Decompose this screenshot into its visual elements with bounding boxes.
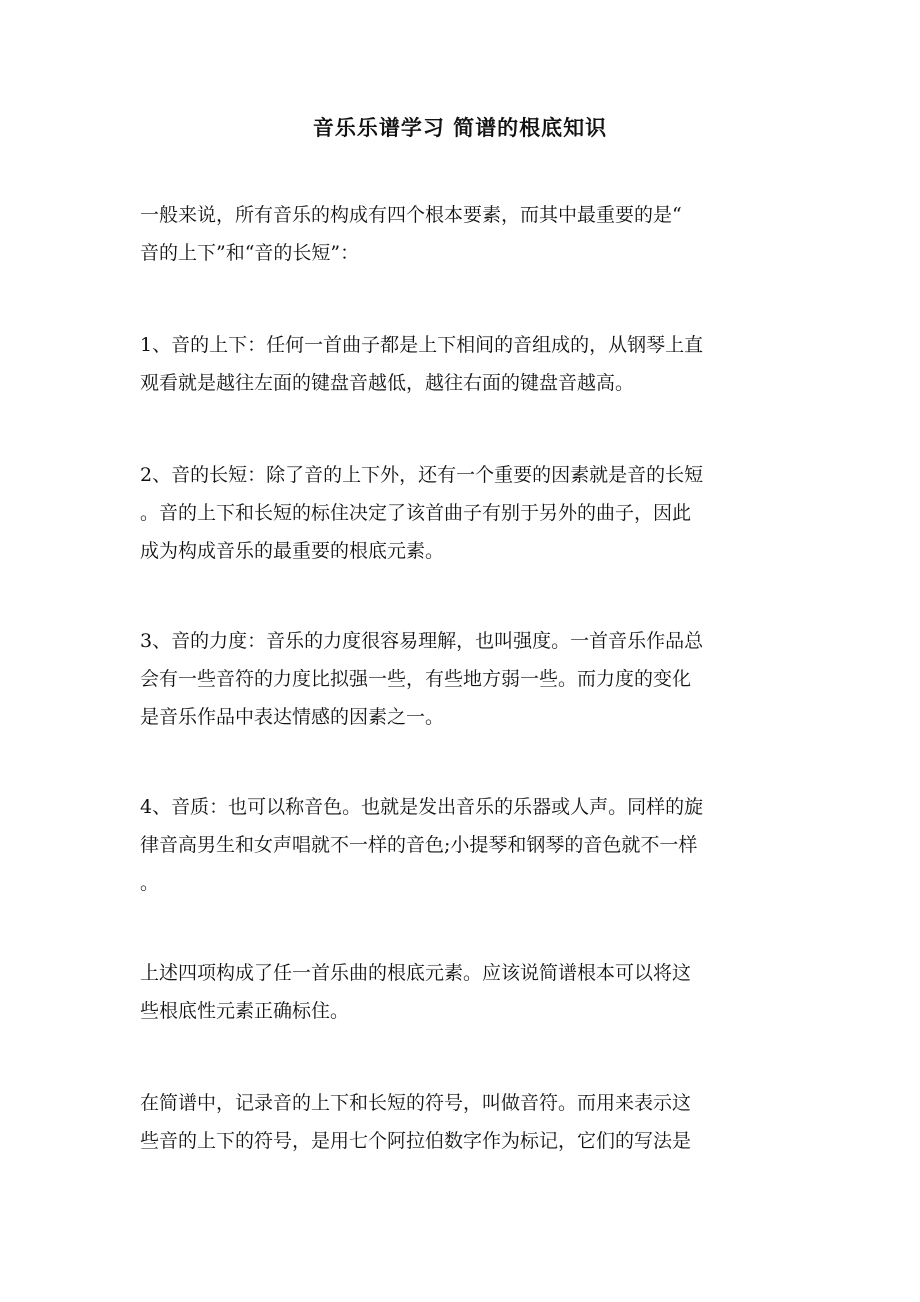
paragraph-line: 3、音的力度：音乐的力度很容易理解，也叫强度。一首音乐作品总 xyxy=(140,630,704,652)
document-title: 音乐乐谱学习 简谱的根底知识 xyxy=(312,115,608,140)
paragraph-line: 。 xyxy=(140,872,160,894)
paragraph-line: 在简谱中，记录音的上下和长短的符号，叫做音符。而用来表示这 xyxy=(140,1092,692,1114)
paragraph-line: 是音乐作品中表达情感的因素之一。 xyxy=(140,706,445,728)
paragraph-line: 音的上下”和“音的长短”： xyxy=(140,242,360,264)
paragraph-line: 一般来说，所有音乐的构成有四个根本要素，而其中最重要的是“ xyxy=(140,204,682,226)
paragraph-dynamics xyxy=(140,622,780,736)
paragraph-line: 4、音质：也可以称音色。也就是发出音乐的乐器或人声。同样的旋 xyxy=(140,796,704,818)
paragraph-duration xyxy=(140,456,780,570)
paragraph-line: 成为构成音乐的最重要的根底元素。 xyxy=(140,540,445,562)
paragraph-line: 会有一些音符的力度比拟强一些，有些地方弱一些。而力度的变化 xyxy=(140,668,692,690)
paragraph-line: 律音高男生和女声唱就不一样的音色;小提琴和钢琴的音色就不一样 xyxy=(140,834,698,856)
paragraph-pitch xyxy=(140,326,780,402)
paragraph-line: 些音的上下的符号，是用七个阿拉伯数字作为标记，它们的写法是 xyxy=(140,1130,692,1152)
paragraph-summary xyxy=(140,954,780,1030)
paragraph-notation xyxy=(140,1084,780,1160)
paragraph-line: 观看就是越往左面的键盘音越低，越往右面的键盘音越高。 xyxy=(140,372,635,394)
paragraph-timbre xyxy=(140,788,780,902)
paragraph-intro xyxy=(140,196,780,272)
paragraph-line: 些根底性元素正确标住。 xyxy=(140,1000,350,1022)
paragraph-line: 上述四项构成了任一首乐曲的根底元素。应该说简谱根本可以将这 xyxy=(140,962,692,984)
paragraph-line: 。音的上下和长短的标住决定了该首曲子有别于另外的曲子，因此 xyxy=(140,502,692,524)
paragraph-line: 1、音的上下：任何一首曲子都是上下相间的音组成的，从钢琴上直 xyxy=(140,334,704,356)
paragraph-line: 2、音的长短：除了音的上下外，还有一个重要的因素就是音的长短 xyxy=(140,464,704,486)
